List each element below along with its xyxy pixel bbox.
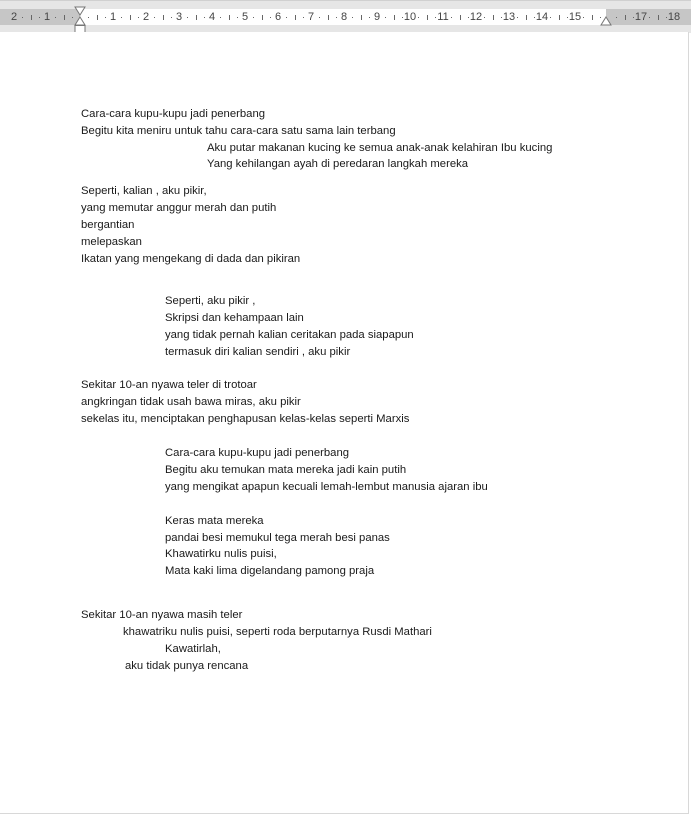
document-page[interactable] bbox=[0, 32, 689, 814]
poem-line: Seperti, kalian , aku pikir, bbox=[81, 185, 207, 197]
ruler-tick bbox=[402, 17, 403, 18]
right-indent-marker[interactable] bbox=[600, 16, 612, 26]
ruler-tick bbox=[451, 17, 452, 18]
ruler-tick bbox=[418, 17, 419, 18]
ruler-tick bbox=[385, 17, 386, 18]
ruler-tick bbox=[616, 17, 617, 18]
poem-line: Khawatirku nulis puisi, bbox=[165, 548, 277, 560]
ruler-number: 15 bbox=[568, 11, 582, 23]
poem-line: Skripsi dan kehampaan lain bbox=[165, 312, 304, 324]
ruler-tick bbox=[550, 17, 551, 18]
ruler-tick bbox=[270, 17, 271, 18]
ruler-tick bbox=[204, 17, 205, 18]
ruler-tick bbox=[163, 15, 164, 20]
ruler-number: 18 bbox=[667, 11, 681, 23]
ruler-tick bbox=[72, 17, 73, 18]
first-line-indent-marker[interactable] bbox=[74, 6, 86, 16]
ruler-tick bbox=[229, 15, 230, 20]
ruler-tick bbox=[97, 15, 98, 20]
ruler-track bbox=[0, 9, 691, 25]
ruler-tick bbox=[633, 17, 634, 18]
poem-line: termasuk diri kalian sendiri , aku pikir bbox=[165, 346, 351, 358]
poem-line: yang tidak pernah kalian ceritakan pada siapapun bbox=[165, 329, 414, 341]
ruler-tick bbox=[460, 15, 461, 20]
ruler-number: 11 bbox=[437, 11, 449, 23]
poem-line: aku tidak punya rencana bbox=[125, 660, 249, 672]
poem-line: yang memutar anggur merah dan putih bbox=[81, 202, 277, 214]
ruler-number: 1 bbox=[43, 11, 51, 23]
ruler-tick bbox=[22, 17, 23, 18]
ruler-tick bbox=[583, 17, 584, 18]
ruler-tick bbox=[39, 17, 40, 18]
ruler-tick bbox=[328, 15, 329, 20]
ruler-number: 8 bbox=[340, 11, 348, 23]
ruler-tick bbox=[361, 15, 362, 20]
ruler-tick bbox=[427, 15, 428, 20]
ruler-tick bbox=[138, 17, 139, 18]
ruler-tick bbox=[154, 17, 155, 18]
ruler-tick bbox=[55, 17, 56, 18]
ruler-tick bbox=[534, 17, 535, 18]
ruler-tick bbox=[352, 17, 353, 18]
ruler-tick bbox=[253, 17, 254, 18]
ruler-tick bbox=[567, 17, 568, 18]
ruler-tick bbox=[319, 17, 320, 18]
ruler-tick bbox=[468, 17, 469, 18]
ruler-tick bbox=[187, 17, 188, 18]
ruler-number: 10 bbox=[403, 11, 417, 23]
ruler-number: 12 bbox=[469, 11, 483, 23]
poem-line: bergantian bbox=[81, 219, 135, 231]
poem-line: sekelas itu, menciptakan penghapusan kelas-kelas seperti Marxis bbox=[81, 413, 410, 425]
ruler-tick bbox=[88, 17, 89, 18]
poem-line: yang mengikat apapun kecuali lemah-lembut manusia ajaran ibu bbox=[165, 481, 488, 493]
poem-line: khawatriku nulis puisi, seperti roda berputarnya Rusdi Mathari bbox=[123, 626, 432, 638]
ruler-tick bbox=[666, 17, 667, 18]
ruler-tick bbox=[196, 15, 197, 20]
ruler-tick bbox=[336, 17, 337, 18]
ruler-tick bbox=[592, 15, 593, 20]
poem-line: Cara-cara kupu-kupu jadi penerbang bbox=[165, 447, 350, 459]
ruler-tick bbox=[493, 15, 494, 20]
ruler-number: 7 bbox=[307, 11, 315, 23]
ruler-number: 5 bbox=[241, 11, 249, 23]
ruler-tick bbox=[559, 15, 560, 20]
ruler-tick bbox=[295, 15, 296, 20]
poem-line: Sekitar 10-an nyawa masih teler bbox=[81, 609, 243, 621]
ruler-tick bbox=[303, 17, 304, 18]
ruler-tick bbox=[526, 15, 527, 20]
ruler-tick bbox=[625, 15, 626, 20]
ruler-tick bbox=[171, 17, 172, 18]
poem-line: Begitu kita meniru untuk tahu cara-cara satu sama lain terbang bbox=[81, 125, 396, 137]
poem-line: Ikatan yang mengekang di dada dan pikiran bbox=[81, 253, 301, 265]
poem-line: melepaskan bbox=[81, 236, 142, 248]
ruler-tick bbox=[121, 17, 122, 18]
ruler-tick bbox=[484, 17, 485, 18]
ruler-tick bbox=[105, 17, 106, 18]
ruler-tick bbox=[31, 15, 32, 20]
ruler-number: 3 bbox=[175, 11, 183, 23]
horizontal-ruler[interactable] bbox=[0, 0, 691, 33]
poem-line: Seperti, aku pikir , bbox=[165, 295, 256, 307]
ruler-number: 17 bbox=[634, 11, 648, 23]
poem-line: Cara-cara kupu-kupu jadi penerbang bbox=[81, 108, 266, 120]
poem-line: Begitu aku temukan mata mereka jadi kain putih bbox=[165, 464, 407, 476]
ruler-number: 6 bbox=[274, 11, 282, 23]
ruler-tick bbox=[220, 17, 221, 18]
poem-line: Keras mata mereka bbox=[165, 515, 264, 527]
ruler-tick bbox=[649, 17, 650, 18]
ruler-number: 2 bbox=[10, 11, 18, 23]
ruler-tick bbox=[517, 17, 518, 18]
ruler-number: 13 bbox=[502, 11, 516, 23]
ruler-tick bbox=[286, 17, 287, 18]
ruler-tick bbox=[130, 15, 131, 20]
ruler-number: 2 bbox=[142, 11, 150, 23]
poem-line: Mata kaki lima digelandang pamong praja bbox=[165, 565, 375, 577]
poem-line: angkringan tidak usah bawa miras, aku pikir bbox=[81, 396, 301, 408]
ruler-tick bbox=[501, 17, 502, 18]
ruler-tick bbox=[262, 15, 263, 20]
ruler-number: 1 bbox=[109, 11, 117, 23]
ruler-tick bbox=[369, 17, 370, 18]
poem-line: Yang kehilangan ayah di peredaran langkah mereka bbox=[207, 158, 469, 170]
poem-line: pandai besi memukul tega merah besi panas bbox=[165, 532, 390, 544]
ruler-tick bbox=[435, 17, 436, 18]
ruler-tick bbox=[658, 15, 659, 20]
poem-line: Aku putar makanan kucing ke semua anak-anak kelahiran Ibu kucing bbox=[207, 142, 553, 154]
poem-line: Kawatirlah, bbox=[165, 643, 221, 655]
poem-line: Sekitar 10-an nyawa teler di trotoar bbox=[81, 379, 257, 391]
ruler-number: 4 bbox=[208, 11, 216, 23]
ruler-number: 9 bbox=[373, 11, 381, 23]
ruler-tick bbox=[394, 15, 395, 20]
ruler-number: 14 bbox=[535, 11, 549, 23]
ruler-tick bbox=[64, 15, 65, 20]
ruler-tick bbox=[237, 17, 238, 18]
